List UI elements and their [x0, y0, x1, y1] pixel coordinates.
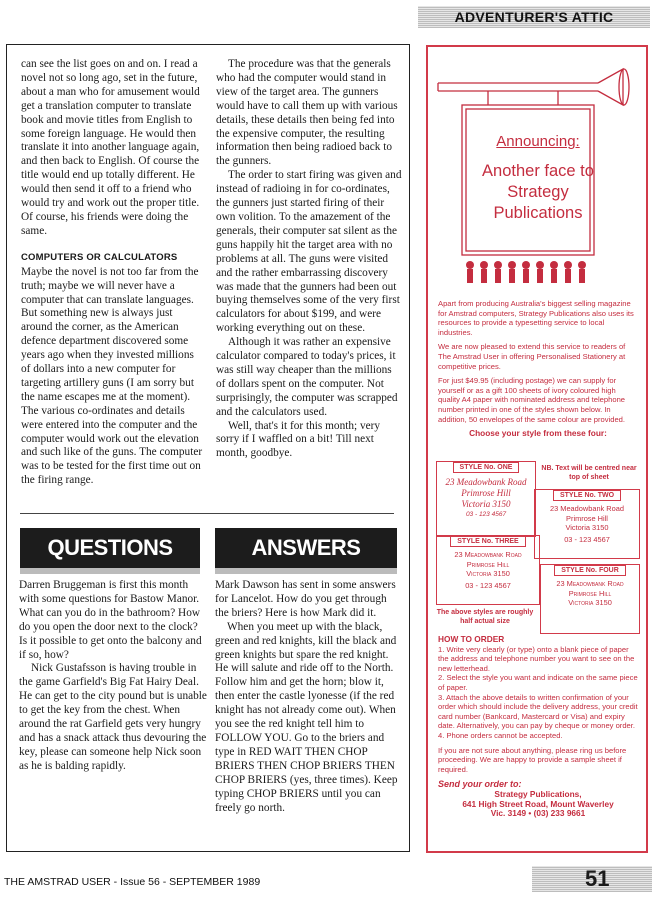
address-line: Primrose Hill — [461, 488, 511, 498]
strategy-publications-ad — [426, 45, 648, 853]
article-paragraph: The order to start firing was given and instead of radioing in for co-ordinates, the gunners just started firing of their own volition. To the amazement of the generals, their computer sat silent as the guns happily hit the target area with no problems at all. The guns were visited and the rather embarrassing discovery was made that the gunners had been out buying themselves some of the very first calculators for about $199, and were working everything out on these. — [216, 169, 402, 335]
address-line: Primrose Hill — [566, 513, 608, 523]
article-subheading: COMPUTERS OR CALCULATORS — [21, 251, 178, 263]
style-three-sample — [436, 535, 540, 605]
ad-centre-note: NB. Text will be centred near top of sheet — [541, 465, 637, 481]
style-label: STYLE No. THREE — [450, 536, 525, 547]
address-line: Victoria 3150 — [568, 598, 612, 607]
article-column-2 — [216, 58, 402, 461]
article-paragraph: Although it was rather an expensive calculator compared to today's prices, it was still way cheaper than the millions of dollars spent on the computer. Not surprisingly, the computer was scrapped and the calculators used. — [216, 336, 398, 418]
address-line: Victoria 3150 — [466, 569, 510, 578]
address-line: Vic. 3149 • (03) 233 9661 — [490, 808, 586, 819]
ad-announcing: Announcing: — [496, 133, 580, 150]
questions-column — [19, 579, 207, 774]
questions-banner: QUESTIONS — [20, 528, 200, 568]
ad-intro-paragraph: We are now pleased to extend this service to readers of The Amstrad User in offering Personalised Stationery at competitive prices. — [438, 342, 626, 371]
section-divider — [20, 513, 394, 514]
address-line: 641 High Street Road, Mount Waverley — [462, 798, 614, 809]
answers-banner: ANSWERS — [215, 528, 397, 568]
page-number: 51 — [585, 866, 610, 891]
footer-issue: THE AMSTRAD USER - Issue 56 - SEPTEMBER 1989 — [4, 876, 261, 888]
address-line: 23 Meadowbank Road — [454, 550, 522, 559]
send-order-title: Send your order to: — [438, 779, 522, 790]
address-line: Victoria 3150 — [461, 499, 511, 509]
article-paragraph: can see the list goes on and on. I read a novel not so long ago, set in the future, about a man who for amusement would get a translation computer to translate book and movie titles from English to some foreign language. He would then translate it into another language again, and then back to English. Of course the title would end up totally different. He would then send it off to a friend who would try and work out the proper title. Of course, his friends were doing the same. — [21, 58, 200, 237]
how-to-order — [438, 635, 638, 819]
style-label: STYLE No. TWO — [553, 490, 621, 501]
style-label: STYLE No. FOUR — [554, 565, 626, 576]
how-to-order-title: HOW TO ORDER — [438, 634, 505, 644]
ad-choose-style: Choose your style from these four: — [469, 428, 607, 439]
phone-line: 03 - 123 4567 — [465, 580, 511, 590]
style-two-sample — [534, 489, 640, 559]
ad-intro — [438, 299, 638, 439]
article-paragraph: Maybe the novel is not too far from the truth; maybe we will never have a computer that can translate languages. But something new is always just around the corner, as the American defence department discovered some years ago when they invested millions of dollars into a new computer for targeting artillery guns (I am sorry but the name escapes me at the moment). The various co-ordinates and details were entered into the computer and the computer would work out the elevation and such like of the guns. The computer was to be tested for the first time out on the firing range. — [21, 265, 203, 487]
question-paragraph: Nick Gustafsson is having trouble in the game Garfield's Big Fat Hairy Deal. He can get to the city pound but is unable to get the key from the chest. When around the rat Garfield gets very hungry and has a snack attack thus devouring the key, please can someone help Nick soon as he is balding rapidly. — [19, 662, 207, 772]
order-step: 2. Select the style you want and indicate on the same piece of paper. — [438, 673, 638, 692]
order-step: 4. Phone orders cannot be accepted. — [438, 730, 563, 740]
address-line: Strategy Publications, — [494, 788, 582, 799]
address-line: Victoria 3150 — [565, 523, 609, 532]
address-line: Primrose Hill — [568, 588, 612, 598]
article-paragraph: The procedure was that the generals who had the computer would stand in view of the target area. The gunners would have to call them up with various details, these details then being fed into the expensive computer, the resulting information then being radioed back to the gunners. — [216, 58, 398, 168]
ad-size-note: The above styles are roughly half actual size — [436, 609, 534, 625]
address-line: 23 Meadowbank Road — [550, 504, 624, 513]
answer-paragraph: Mark Dawson has sent in some answers for Lancelot. How do you get through the briers? Here is how Mark did it. — [215, 579, 396, 619]
answers-column — [215, 579, 403, 815]
answer-paragraph: When you meet up with the black, green and red knights, kill the black and green knights but spare the red knight. He will salute and ride off to the North. Follow him and get the horn; blow it, then enter the castle lyonesse (if the red knight has not already come out). When you see the red knight tell him to FOLLOW YOU. Go to the briers and type in RED WAIT THEN CHOP BRIERS THEN CHOP BRIERS THEN CHOP BRIERS (yes, three times). Keep typing CHOP BRIERS until you can freely go north. — [215, 620, 398, 814]
ad-intro-paragraph: For just $49.95 (including postage) we can supply for yourself or as a gift 100 sheets of ivory coloured high quality A4 paper with nominated address and telephone number printed in one of the styles shown below. In addition, 50 envelopes of the same colour are provided. — [438, 376, 626, 424]
ad-unsure-note: If you are not sure about anything, please ring us before proceeding. We are happy to provide a sample sheet if required. — [438, 745, 627, 774]
order-step: 1. Write very clearly (or type) onto a blank piece of paper the address and telephone number you want to see on the new letterhead. — [438, 644, 635, 673]
phone-line: 03 - 123 4567 — [465, 511, 507, 518]
address-line: 23 Meadowbank Road — [445, 477, 527, 487]
style-four-sample — [540, 564, 640, 634]
article-column-1 — [21, 58, 206, 488]
section-header: ADVENTURER'S ATTIC — [418, 6, 650, 28]
style-one-sample — [436, 461, 536, 537]
order-step: 3. Attach the above details to written confirmation of your order which should include the delivery address, your credit card number (Bankcard, Mastercard or Visa) and expiry date. Alternatively, you can pay by cheque or money order. — [438, 692, 638, 731]
address-line: 23 Meadowbank Road — [556, 579, 624, 588]
article-paragraph: Well, that's it for this month; very sorry if I waffled on a bit! Till next month, goodbye. — [216, 419, 381, 460]
phone-line: 03 - 123 4567 — [564, 534, 610, 544]
question-paragraph: Darren Bruggeman is first this month with some questions for Bastow Manor. What can you do in the bathroom? How do you open the door next to the clock? Is it possible to get onto the balcony and if so, how? — [19, 579, 202, 661]
address-line: Primrose Hill — [466, 559, 510, 569]
ad-headline: Another face to Strategy Publications — [482, 162, 594, 222]
ad-intro-paragraph: Apart from producing Australia's biggest selling magazine for Amstrad computers, Strategy Publications also uses its resources to provide a typesetting service to local industries. — [438, 299, 634, 337]
style-label: STYLE No. ONE — [453, 462, 520, 473]
